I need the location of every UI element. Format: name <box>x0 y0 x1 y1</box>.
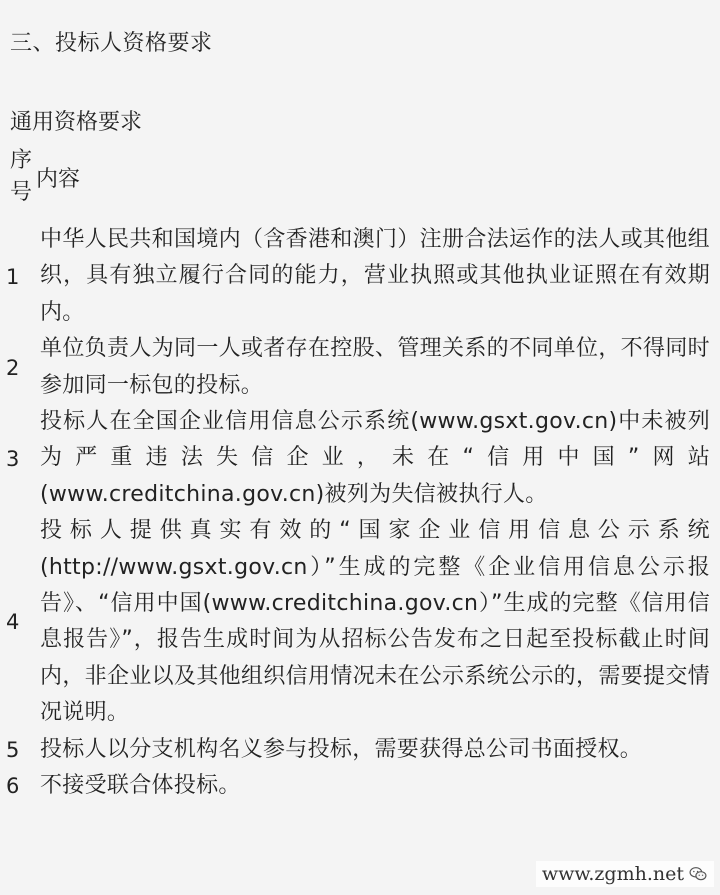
table-header-seq: 序号 <box>10 148 33 205</box>
table-row <box>0 331 720 404</box>
table-row <box>0 768 720 804</box>
row-content: 单位负责人为同一人或者存在控股、管理关系的不同单位，不得同时参加同一标包的投标。 <box>40 336 710 398</box>
row-number: 5 <box>6 737 20 762</box>
row-content: 投标人在全国企业信用信息公示系统(www.gsxt.gov.cn)中未被列为严重违法失信企业，未在“信用中国”网站(www.creditchina.gov.cn)被列为失信被执行人。 <box>40 409 710 507</box>
row-number: 2 <box>6 355 20 380</box>
watermark-site: www.zgmh.net <box>541 863 684 885</box>
row-content: 中华人民共和国境内（含香港和澳门）注册合法运作的法人或其他组织，具有独立履行合同的能力，营业执照或其他执业证照在有效期内。 <box>40 227 710 325</box>
row-content: 投标人提供真实有效的“国家企业信用信息公示系统(http://www.gsxt.gov.cn）”生成的完整《企业信用信息公示报告》、“信用中国(www.creditchina.gov.cn）”生成的完整《信用信息报告》”，报告生成时间为从招标公告发布之日起至投标截止时间内，非企业以及其他组织信用情况未在公示系统公示的，需要提交情况说明。 <box>40 518 710 726</box>
wechat-icon <box>688 864 708 884</box>
watermark <box>536 861 714 887</box>
table-header-content: 内容 <box>36 167 81 192</box>
row-number: 4 <box>6 610 20 635</box>
section-heading: 三、投标人资格要求 <box>10 31 213 56</box>
row-content: 投标人以分支机构名义参与投标，需要获得总公司书面授权。 <box>40 736 643 762</box>
row-number: 3 <box>6 446 20 471</box>
table-row <box>0 404 720 513</box>
row-content: 不接受联合体投标。 <box>40 773 241 799</box>
subtitle: 通用资格要求 <box>10 110 143 135</box>
table-row <box>0 513 720 731</box>
table-row <box>0 732 720 768</box>
row-number: 1 <box>6 264 20 289</box>
table-row <box>0 222 720 331</box>
row-number: 6 <box>6 774 20 799</box>
requirements-table <box>0 222 720 805</box>
